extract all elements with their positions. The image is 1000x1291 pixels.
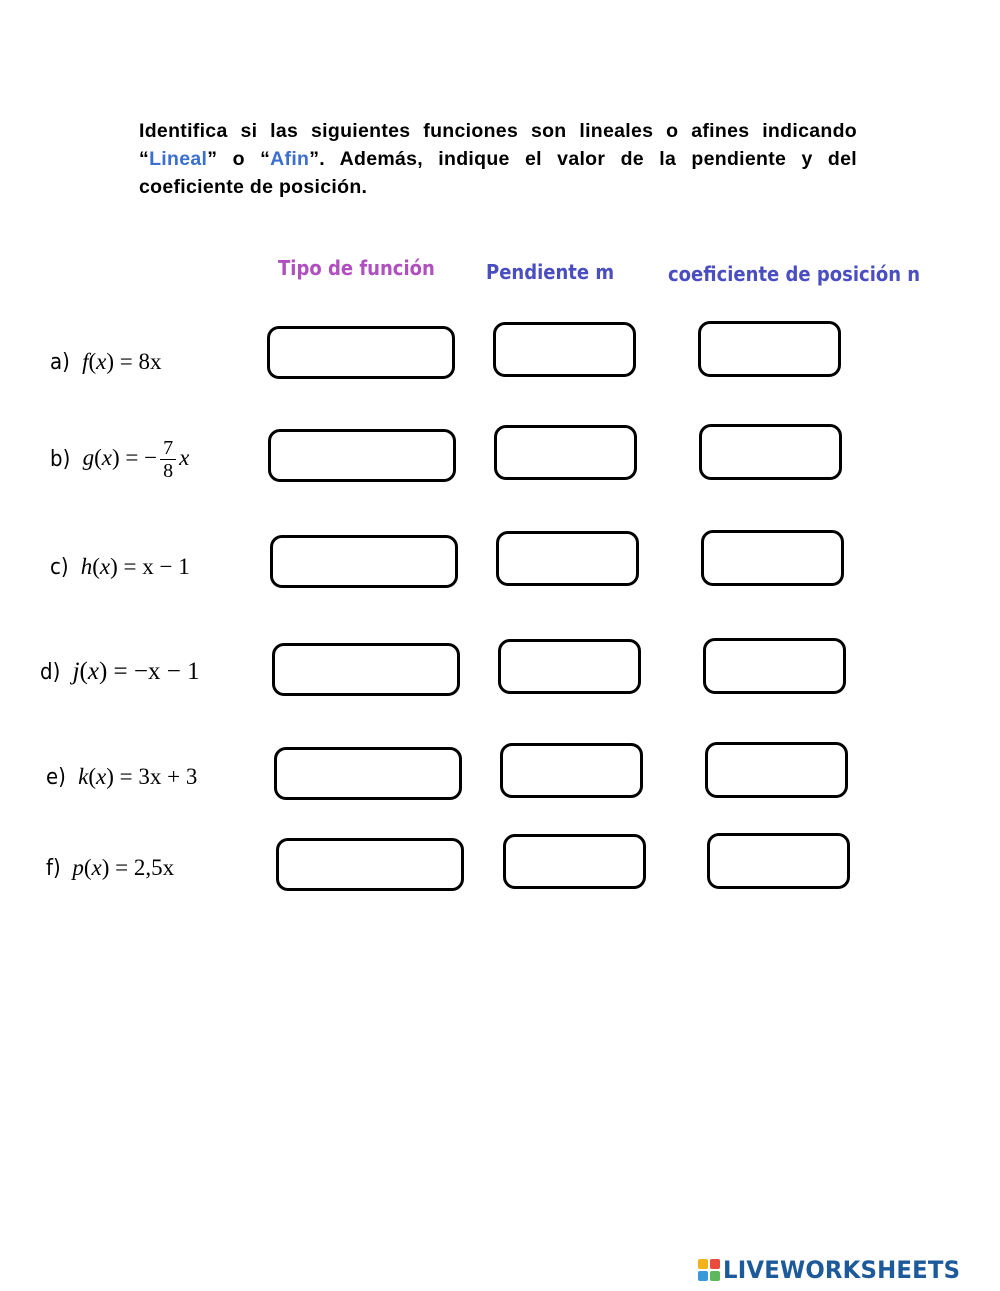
keyword-lineal: Lineal: [149, 148, 208, 170]
instructions-text: Identifica si las siguientes funciones son lineales o afines indicando “Lineal” o “Afin”. Además, indique el valor de la pendiente y del coeficiente de posición.: [139, 120, 858, 198]
row-label-e: e) k(x) = 3x + 3: [46, 764, 198, 790]
row-label-f: f) p(x) = 2,5x: [46, 855, 175, 881]
row-label-c: c) h(x) = x − 1: [50, 554, 190, 580]
answer-box-f-tipo[interactable]: [276, 838, 464, 891]
answer-box-c-coeficiente[interactable]: [701, 530, 844, 586]
function-expression: g(x) = − $\frac{7}{8}$ x: [82, 436, 190, 482]
row-label-d: d) j(x) = −x − 1: [40, 658, 200, 685]
answer-box-a-coeficiente[interactable]: [698, 321, 841, 377]
answer-box-a-pendiente[interactable]: [493, 322, 636, 377]
row-label-a: a) f(x) = 8x: [50, 349, 162, 375]
fraction: $\frac{7}{8}$: [160, 437, 176, 482]
liveworksheets-logo-icon: [698, 1259, 720, 1281]
liveworksheets-logo: [698, 1256, 973, 1284]
answer-box-b-coeficiente[interactable]: [699, 424, 842, 480]
answer-box-d-coeficiente[interactable]: [703, 638, 846, 694]
answer-box-b-pendiente[interactable]: [494, 425, 637, 480]
function-expression: h(x) = x − 1: [80, 554, 190, 579]
answer-box-f-pendiente[interactable]: [503, 834, 646, 889]
answer-box-e-pendiente[interactable]: [500, 743, 643, 798]
answer-box-f-coeficiente[interactable]: [707, 833, 850, 889]
answer-box-d-pendiente[interactable]: [498, 639, 641, 694]
function-expression: k(x) = 3x + 3: [78, 764, 198, 789]
column-header-pendiente: Pendiente m: [486, 260, 615, 284]
answer-box-d-tipo[interactable]: [272, 643, 460, 696]
row-label-b: b) g(x) = − $\frac{7}{8}$ x: [50, 436, 190, 482]
answer-box-e-tipo[interactable]: [274, 747, 462, 800]
answer-box-e-coeficiente[interactable]: [705, 742, 848, 798]
keyword-afin: Afin: [270, 148, 310, 170]
function-expression: f(x) = 8x: [82, 349, 162, 374]
answer-box-b-tipo[interactable]: [268, 429, 456, 482]
column-header-coeficiente: coeficiente de posición n: [668, 262, 921, 286]
answer-box-c-pendiente[interactable]: [496, 531, 639, 586]
column-header-tipo: Tipo de función: [278, 256, 435, 280]
function-expression: p(x) = 2,5x: [72, 855, 175, 880]
answer-box-c-tipo[interactable]: [270, 535, 458, 588]
function-expression: j(x) = −x − 1: [72, 658, 200, 685]
answer-box-a-tipo[interactable]: [267, 326, 455, 379]
logo-text: LIVEWORKSHEETS: [723, 1256, 961, 1284]
